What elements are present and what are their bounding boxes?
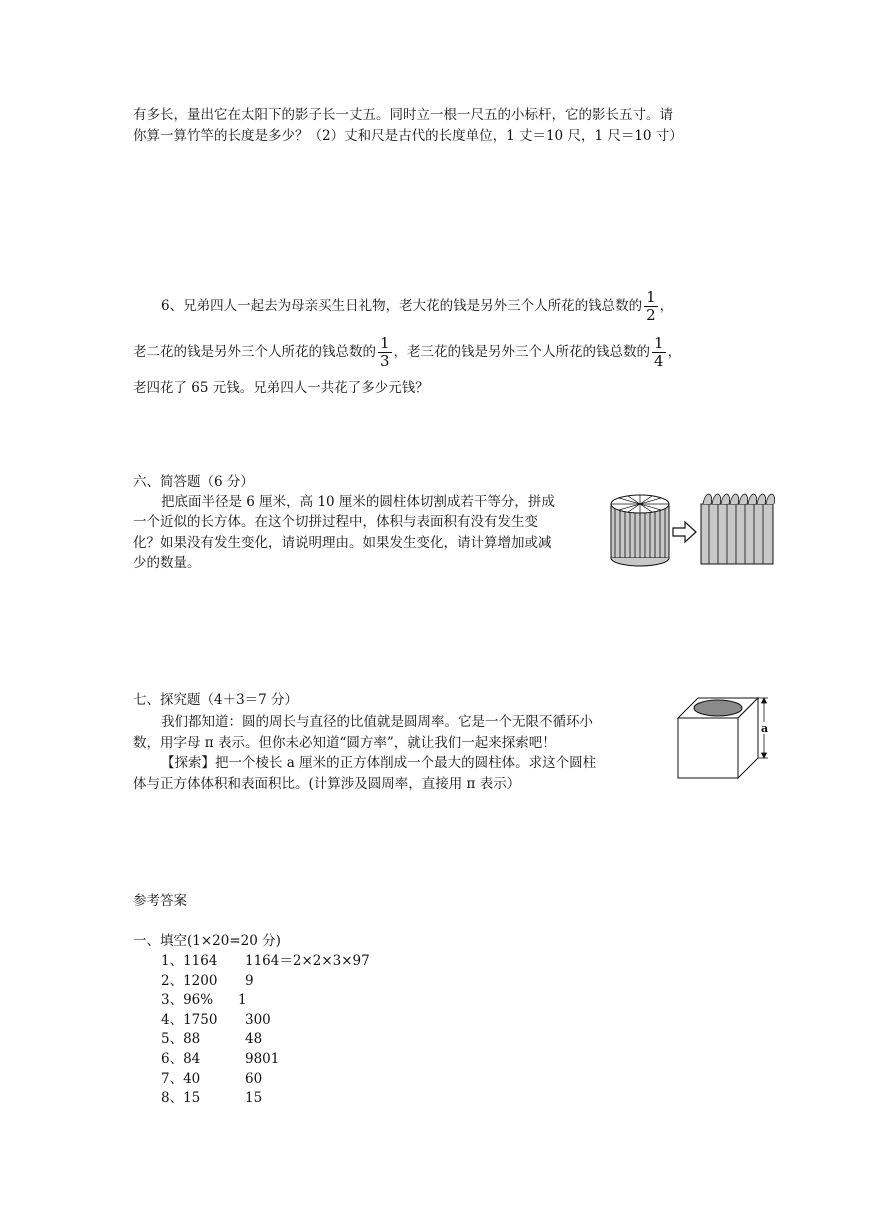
answer-item-number: 7、40	[161, 1071, 201, 1087]
answer-item-value: 1164＝2×2×3×97	[245, 953, 370, 969]
edge-label-a: a	[761, 722, 769, 735]
section-6-line: 化？如果没有发生变化，请说明理由。如果发生变化，请计算增加或减	[133, 535, 552, 551]
answer-item-number: 3、96%	[161, 992, 214, 1008]
answer-item-number: 6、84	[161, 1051, 201, 1067]
problem-6-line3: 老四花了 65 元钱。兄弟四人一共花了多少元钱？	[133, 380, 429, 396]
answer-item-number: 5、88	[161, 1031, 201, 1047]
cylinder-shape	[611, 495, 669, 566]
section-7-line: 数，用字母 π 表示。但你未必知道“圆方率”，就让我们一起来探索吧！	[133, 735, 556, 751]
fraction-one-half: $\frac{1}{2}$	[646, 288, 656, 324]
cylinder-to-box-figure	[605, 488, 780, 570]
problem-6-line2: 老二花的钱是另外三个人所花的钱总数的 $\frac{1}{3}$ ，老三花的钱是另外三个人所花的钱总数的 $\frac{1}{4}$ ，	[133, 334, 682, 370]
answer-item-value: 1	[238, 992, 247, 1008]
answers-title: 参考答案	[133, 893, 187, 909]
section-6-line: 少的数量。	[133, 555, 201, 571]
cube-figure	[672, 692, 772, 782]
problem-6-line1: 6、兄弟四人一起去为母亲买生日礼物，老大花的钱是另外三个人所花的钱总数的 $\frac{1}{2}$ ，	[161, 288, 674, 324]
answer-item-value: 300	[245, 1012, 271, 1028]
section-7-line: 体与正方体体积和表面积比。(计算涉及圆周率，直接用 π 表示）	[133, 776, 521, 792]
section-7-line: 我们都知道：圆的周长与直径的比值就是圆周率。它是一个无限不循环小	[161, 714, 593, 730]
answer-item-number: 2、1200	[161, 973, 218, 989]
fraction-one-quarter: $\frac{1}{4}$	[654, 334, 664, 370]
section-6-line: 一个近似的长方体。在这个切拼过程中，体积与表面积有没有发生变	[133, 514, 538, 530]
section-7-heading: 七、探究题（4＋3＝7 分）	[133, 692, 299, 708]
arrow-icon	[673, 522, 696, 542]
answer-item-value: 9	[245, 973, 254, 989]
section-6-heading: 六、简答题（6 分）	[133, 474, 254, 490]
answer-item-number: 1、1164	[161, 953, 218, 969]
box-shape	[701, 494, 775, 564]
answer-item-value: 9801	[245, 1051, 280, 1067]
answer-item-value: 60	[245, 1071, 263, 1087]
section-7-line: 【探索】把一个棱长 a 厘米的正方体削成一个最大的圆柱体。求这个圆柱	[161, 755, 597, 771]
problem-text-line: 有多长，量出它在太阳下的影子长一丈五。同时立一根一尺五的小标杆，它的影长五寸。请	[133, 107, 673, 123]
answer-item-value: 48	[245, 1031, 263, 1047]
cylinder-top-ellipse	[694, 700, 742, 716]
fraction-one-third: $\frac{1}{3}$	[380, 334, 390, 370]
section-6-line: 把底面半径是 6 厘米，高 10 厘米的圆柱体切割成若干等分，拼成	[161, 494, 555, 510]
answer-item-value: 15	[245, 1090, 263, 1106]
problem-text-line: 你算一算竹竿的长度是多少？（2）丈和尺是古代的长度单位，1 丈＝10 尺，1 尺＝10 寸）	[133, 128, 683, 144]
answer-item-number: 8、15	[161, 1090, 201, 1106]
problem-6-text: 6、兄弟四人一起去为母亲买生日礼物，老大花的钱是另外三个人所花的钱总数的	[161, 298, 643, 314]
answer-item-number: 4、1750	[161, 1012, 218, 1028]
answers-section-heading: 一、填空(1×20=20 分)	[133, 933, 281, 949]
